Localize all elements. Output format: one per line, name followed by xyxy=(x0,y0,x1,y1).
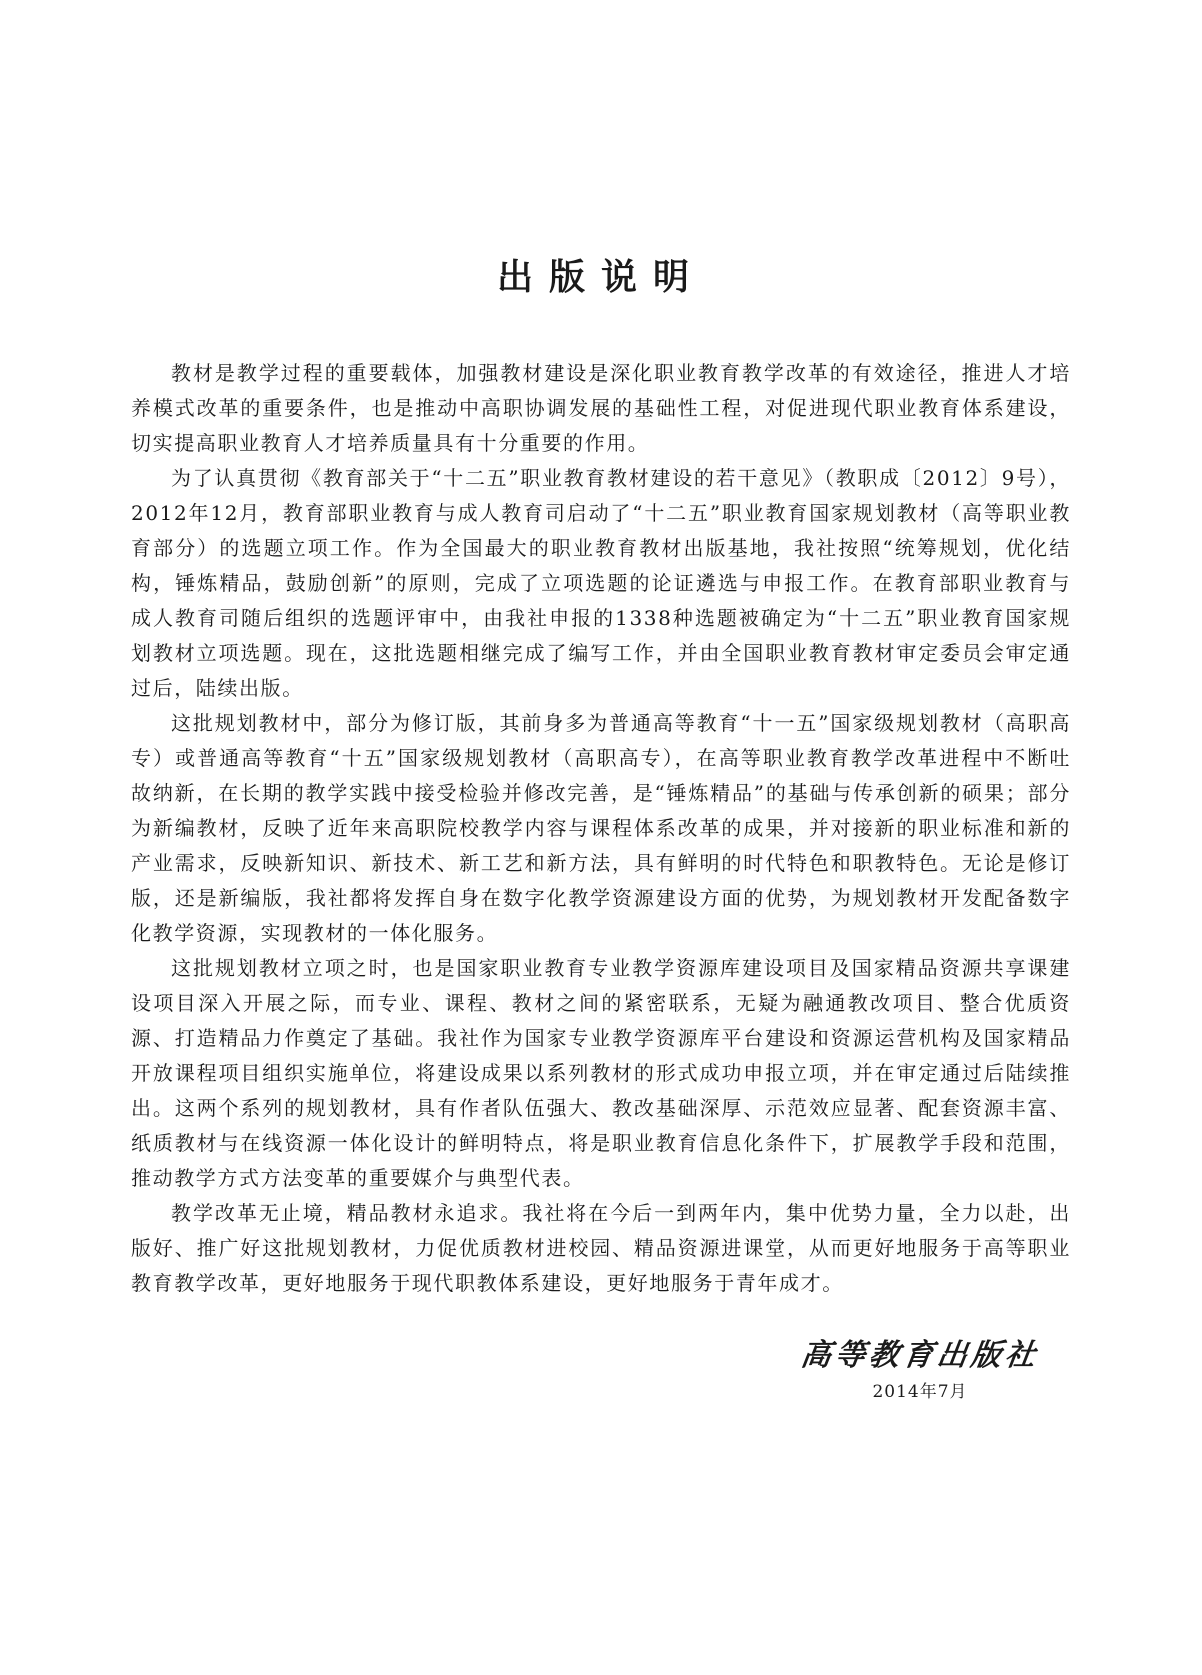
paragraph-4: 这批规划教材立项之时，也是国家职业教育专业教学资源库建设项目及国家精品资源共享课建设项目深入开展之际，而专业、课程、教材之间的紧密联系，无疑为融通教改项目、整合优质资源、打造精品力作奠定了基础。我社作为国家专业教学资源库平台建设和资源运营机构及国家精品开放课程项目组织实施单位，将建设成果以系列教材的形式成功申报立项，并在审定通过后陆续推出。这两个系列的规划教材，具有作者队伍强大、教改基础深厚、示范效应显著、配套资源丰富、纸质教材与在线资源一体化设计的鲜明特点，将是职业教育信息化条件下，扩展教学手段和范围，推动教学方式方法变革的重要媒介与典型代表。 xyxy=(131,956,1071,1190)
paragraph-1: 教材是教学过程的重要载体，加强教材建设是深化职业教育教学改革的有效途径，推进人才培养模式改革的重要条件，也是推动中高职协调发展的基础性工程，对促进现代职业教育体系建设，切实提高职业教育人才培养质量具有十分重要的作用。 xyxy=(131,361,1071,455)
signature-block xyxy=(800,1335,1040,1407)
signature-date: 2014年7月 xyxy=(872,1382,968,1402)
paragraph-5: 教学改革无止境，精品教材永追求。我社将在今后一到两年内，集中优势力量，全力以赴，出版好、推广好这批规划教材，力促优质教材进校园、精品资源进课堂，从而更好地服务于高等职业教育教学改革，更好地服务于现代职教体系建设，更好地服务于青年成才。 xyxy=(131,1201,1071,1295)
publisher-signature: 高等教育出版社 xyxy=(798,1338,1042,1373)
paragraph-2: 为了认真贯彻《教育部关于“十二五”职业教育教材建设的若干意见》（教职成〔2012〕9号），2012年12月，教育部职业教育与成人教育司启动了“十二五”职业教育国家规划教材（高等职业教育部分）的选题立项工作。作为全国最大的职业教育教材出版基地，我社按照“统筹规划，优化结构，锤炼精品，鼓励创新”的原则，完成了立项选题的论证遴选与申报工作。在教育部职业教育与成人教育司随后组织的选题评审中，由我社申报的1338种选题被确定为“十二五”职业教育国家规划教材立项选题。现在，这批选题相继完成了编写工作，并由全国职业教育教材审定委员会审定通过后，陆续出版。 xyxy=(131,466,1071,700)
page-title: 出版说明 xyxy=(496,256,705,298)
document-body xyxy=(131,356,1071,1301)
paragraph-3: 这批规划教材中，部分为修订版，其前身多为普通高等教育“十一五”国家级规划教材（高职高专）或普通高等教育“十五”国家级规划教材（高职高专），在高等职业教育教学改革进程中不断吐故纳新，在长期的教学实践中接受检验并修改完善，是“锤炼精品”的基础与传承创新的硕果；部分为新编教材，反映了近年来高职院校教学内容与课程体系改革的成果，并对接新的职业标准和新的产业需求，反映新知识、新技术、新工艺和新方法，具有鲜明的时代特色和职教特色。无论是修订版，还是新编版，我社都将发挥自身在数字化教学资源建设方面的优势，为规划教材开发配备数字化教学资源，实现教材的一体化服务。 xyxy=(131,711,1071,945)
